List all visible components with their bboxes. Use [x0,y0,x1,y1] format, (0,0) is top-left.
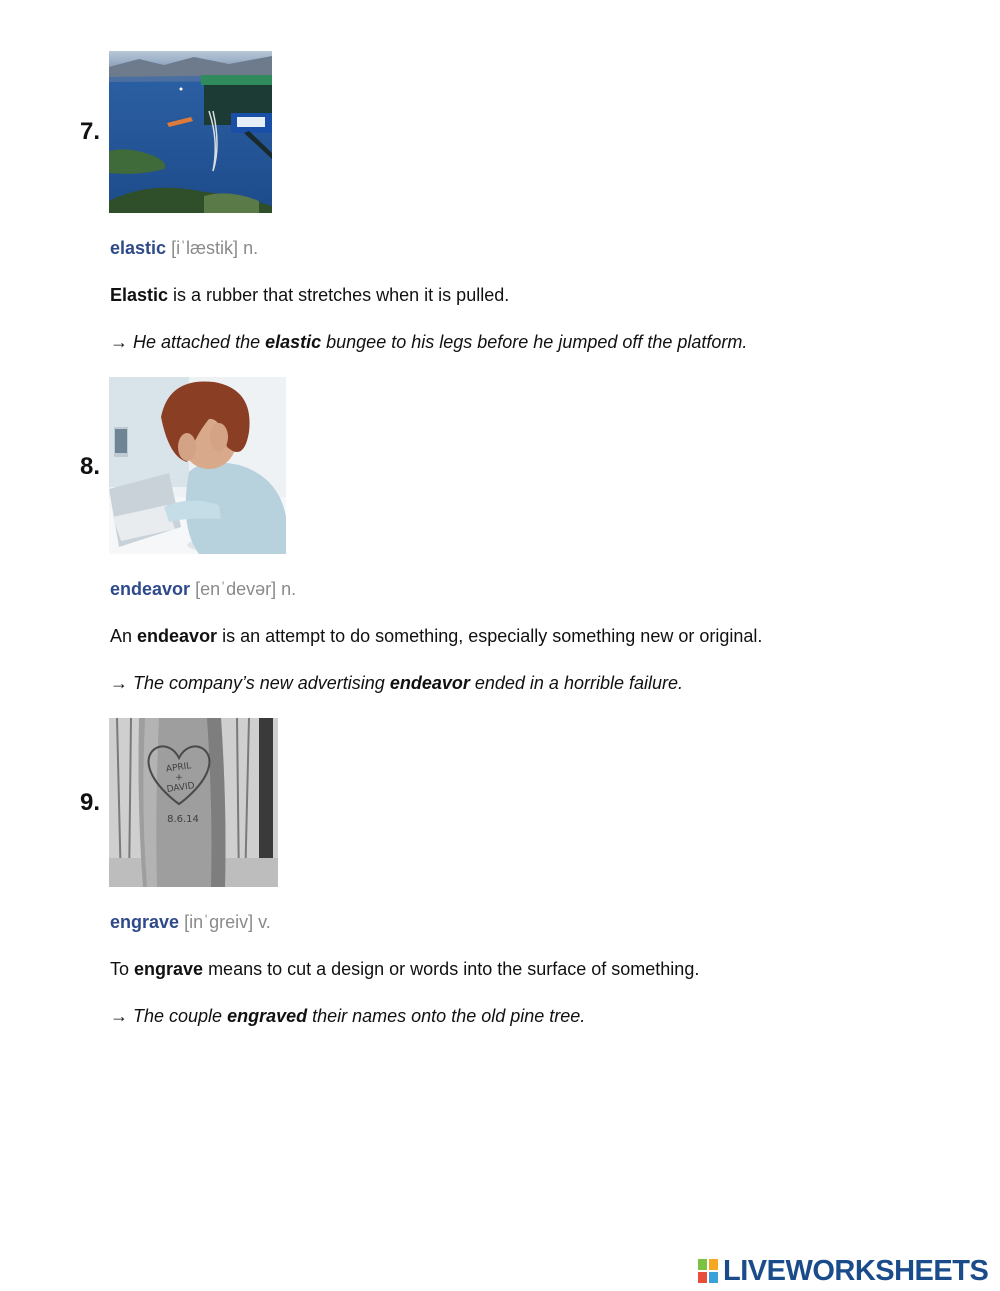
part-of-speech: n. [281,579,297,599]
example-term: endeavor [389,673,470,693]
part-of-speech: n. [243,238,259,258]
definition-start: An [110,626,138,646]
example-term: engraved [227,1006,308,1026]
engraving-line-2: + [175,773,183,783]
definition-text: means to cut a design or words into the surface of something. [203,959,700,979]
example-end: bungee to his legs before he jumped off the platform. [321,332,748,352]
pronunciation: [enˈdevər] [195,579,277,599]
definition [110,959,699,980]
engraving-date: 8.6.14 [167,814,199,825]
engraving-line-3: DAVID [166,781,196,795]
engraving-line-1: APRIL [165,761,193,775]
headword: endeavor [110,579,191,599]
definition-term: endeavor [137,626,218,646]
example-end: their names onto the old pine tree. [307,1006,586,1026]
definition-text: is an attempt to do something, especially something new or original. [217,626,763,646]
part-of-speech: v. [258,912,271,932]
definition-start: To [110,959,135,979]
entry-number: 9. [80,789,101,816]
example-start: → He attached the [110,332,266,352]
pronunciation: [iˈlæstik] [171,238,239,258]
definition-term: Elastic [110,285,169,305]
example-end: ended in a horrible failure. [469,673,683,693]
bungee-jump-image [109,51,272,213]
example-start: → The company’s new advertising [110,673,390,693]
entry-number: 8. [80,453,101,480]
example-sentence [110,673,683,694]
example-start: → The couple [110,1006,228,1026]
logo-text: LIVEWORKSHEETS [723,1254,989,1287]
liveworksheets-logo[interactable] [697,1255,988,1287]
example-sentence [110,1006,585,1027]
engraved-tree-image [109,718,278,887]
example-term: elastic [265,332,322,352]
logo-mark-icon [697,1258,719,1284]
stressed-woman-image [109,377,286,554]
headword: elastic [110,238,167,258]
headword-line [110,579,296,600]
definition-text: is a rubber that stretches when it is pulled. [168,285,510,305]
definition-term: engrave [134,959,204,979]
headword: engrave [110,912,180,932]
example-sentence [110,332,747,353]
headword-line [110,238,258,259]
definition [110,626,762,647]
entry-number: 7. [80,118,101,145]
pronunciation: [inˈgreiv] [184,912,254,932]
headword-line [110,912,271,933]
definition [110,285,509,306]
